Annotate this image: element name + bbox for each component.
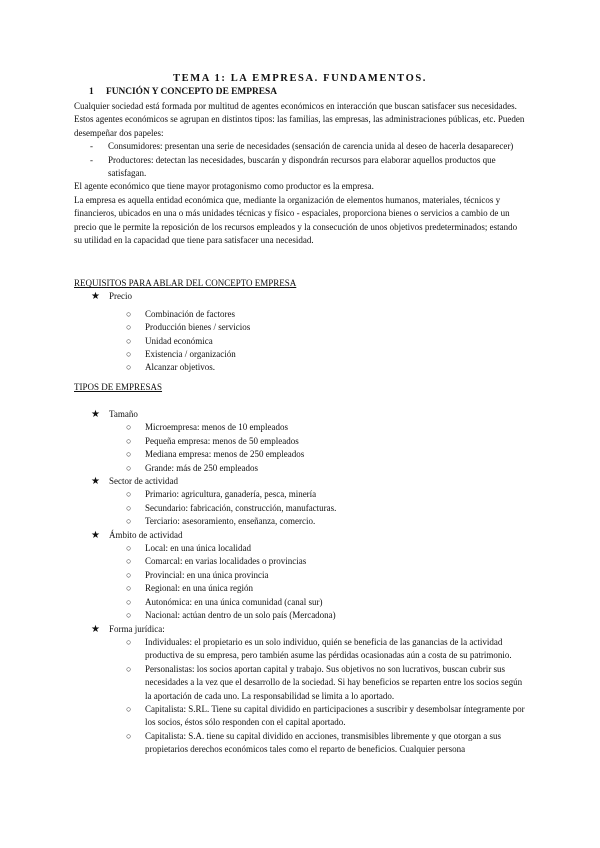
sub-item-text: Personalistas: los socios aportan capital y trabajo. Sus objetivos no son lucrativos, buscan cubrir sus necesidades a la vez que el desarrollo de la sociedad. Si hay beneficios se reparten entre los socios según la aportación de cada uno. La responsabilidad se limita a lo aportado. [145,663,523,701]
list-item [109,703,526,730]
list-item [74,154,526,181]
sub-item-text: Combinación de factores [145,308,235,319]
requisitos-list [74,290,526,374]
dash-bullet: - [90,154,93,165]
list-item [109,609,526,622]
circle-bullet-icon: ○ [126,308,132,319]
sub-item-text: Capitalista: S.A. tiene su capital dividido en acciones, transmisibles libremente y que otorgan a sus propietarios derechos económicos tales como el reparto de beneficios. Cualquier persona [145,730,502,755]
circle-bullet-icon: ○ [126,462,132,473]
circle-bullet-icon: ○ [126,610,132,621]
list-item [74,475,526,529]
circle-bullet-icon: ○ [126,556,132,567]
list-item [109,448,526,461]
sub-item-text: Terciario: asesoramiento, enseñanza, comercio. [145,516,316,527]
section-number: 1 [89,87,94,97]
list-item [74,623,526,757]
tipos-section [74,381,526,394]
definition-paragraph: La empresa es aquella entidad económica que, mediante la organización de elementos humanos, materiales, técnicos y financieros, ubicados en una o más unidades técnicas y físico - espaciales, proporciona bienes o servicios a cambio de un precio que le permite la reposición de los recursos empleados y la consecución de unos objetivos predeterminados; estando su utilidad en la capacidad que tiene para satisfacer una necesidad. [74,194,518,246]
tipos-list-container [74,408,526,757]
circle-bullet-icon: ○ [126,596,132,607]
list-item [109,335,526,348]
role-producers: Productores: detectan las necesidades, buscarán y dispondrán recursos para elaborar aquellos productos que satisfagan. [108,154,496,179]
list-item [109,502,526,515]
circle-bullet-icon: ○ [126,322,132,333]
star-bullet-icon: ★ [91,623,100,635]
list-item [109,308,526,321]
roles-list [74,140,526,180]
sub-item-text: Local: en una única localidad [145,543,251,554]
circle-bullet-icon: ○ [126,663,132,674]
list-item [109,488,526,501]
section-heading-text: FUNCIÓN Y CONCEPTO DE EMPRESA [106,87,278,97]
circle-bullet-icon: ○ [126,543,132,554]
list-item [109,435,526,448]
list-item [109,542,526,555]
group-label: Tamaño [109,409,138,419]
requisito-label: Precio [109,291,132,302]
sub-item-text: Capitalista: S.RL. Tiene su capital dividido en participaciones a suscribir y desembolsar íntegramente por los socios, éstos sólo responden con el capital aportado. [145,703,525,728]
group-sublist [109,542,526,622]
list-item [74,408,526,475]
list-item [74,529,526,623]
circle-bullet-icon: ○ [126,636,132,647]
star-bullet-icon: ★ [91,476,100,488]
role-consumers: Consumidores: presentan una serie de necesidades (sensación de carencia unida al deseo de hacerla desaparecer) [108,141,514,152]
sub-item-text: Secundario: fabricación, construcción, manufacturas. [145,502,337,513]
sub-item-text: Alcanzar objetivos. [145,362,215,373]
circle-bullet-icon: ○ [126,362,132,373]
sub-item-text: Unidad económica [145,335,213,346]
sub-item-text: Provincial: en una única provincia [145,569,269,580]
list-item [109,582,526,595]
section-heading [89,86,277,99]
group-label: Ámbito de actividad [109,529,183,540]
group-sublist [109,421,526,475]
group-sublist [109,636,526,757]
sub-item-text: Primario: agricultura, ganadería, pesca, minería [145,489,317,500]
list-item [109,421,526,434]
circle-bullet-icon: ○ [126,730,132,741]
requisito-sublist [109,308,526,375]
list-item [74,140,526,153]
tipos-list [74,408,526,757]
sub-item-text: Microempresa: menos de 10 empleados [145,422,288,433]
circle-bullet-icon: ○ [126,435,132,446]
sub-item-text: Comarcal: en varias localidades o provincias [145,556,307,567]
list-item [109,515,526,528]
sub-item-text: Regional: en una única región [145,583,253,594]
group-sublist [109,488,526,528]
list-item [109,462,526,475]
star-bullet-icon: ★ [91,409,100,420]
requisitos-section [74,277,526,375]
circle-bullet-icon: ○ [126,502,132,513]
list-item [109,636,526,663]
circle-bullet-icon: ○ [126,349,132,360]
list-item [109,663,526,703]
sub-item-text: Pequeña empresa: menos de 50 empleados [145,435,299,446]
sub-item-text: Autonómica: en una única comunidad (canal sur) [145,596,323,607]
document-title: TEMA 1: LA EMPRESA. FUNDAMENTOS. [172,73,428,84]
circle-bullet-icon: ○ [126,335,132,346]
circle-bullet-icon: ○ [126,449,132,460]
dash-bullet: - [90,141,93,152]
list-item [74,290,526,374]
list-item [109,321,526,334]
list-item [109,348,526,361]
requisitos-title: REQUISITOS PARA ABLAR DEL CONCEPTO EMPRESA [74,278,297,288]
intro-paragraph: Cualquier sociedad está formada por multitud de agentes económicos en interacción que buscan satisfacer sus necesidades. Estos agentes económicos se agrupan en distintos tipos: las familias, las empresas, las administraciones públicas, etc. Pueden desempeñar dos papeles: [74,101,525,138]
circle-bullet-icon: ○ [126,422,132,433]
circle-bullet-icon: ○ [126,703,132,714]
list-item [109,569,526,582]
sub-item-text: Individuales: el propietario es un solo individuo, quién se beneficia de las ganancias de la actividad productiva de su empresa, pero también asume las pérdidas ocasionadas aún a costa de su patrimonio. [145,636,512,661]
list-item [109,596,526,609]
sub-item-text: Existencia / organización [145,349,236,360]
star-bullet-icon: ★ [91,529,100,541]
group-label: Forma jurídica: [109,623,165,634]
circle-bullet-icon: ○ [126,489,132,500]
list-item [109,555,526,568]
circle-bullet-icon: ○ [126,569,132,580]
sub-item-text: Mediana empresa: menos de 250 empleados [145,449,305,460]
star-bullet-icon: ★ [91,291,100,303]
sub-item-text: Nacional: actúan dentro de un solo país (Mercadona) [145,610,336,621]
circle-bullet-icon: ○ [126,583,132,594]
protagonist-paragraph: El agente económico que tiene mayor protagonismo como productor es la empresa. [74,181,374,192]
list-item [109,361,526,374]
sub-item-text: Grande: más de 250 empleados [145,462,258,473]
circle-bullet-icon: ○ [126,516,132,527]
sub-item-text: Producción bienes / servicios [145,322,251,333]
list-item [109,730,526,757]
tipos-title: TIPOS DE EMPRESAS [74,382,163,392]
section1-body [74,100,526,247]
group-label: Sector de actividad [109,476,178,487]
